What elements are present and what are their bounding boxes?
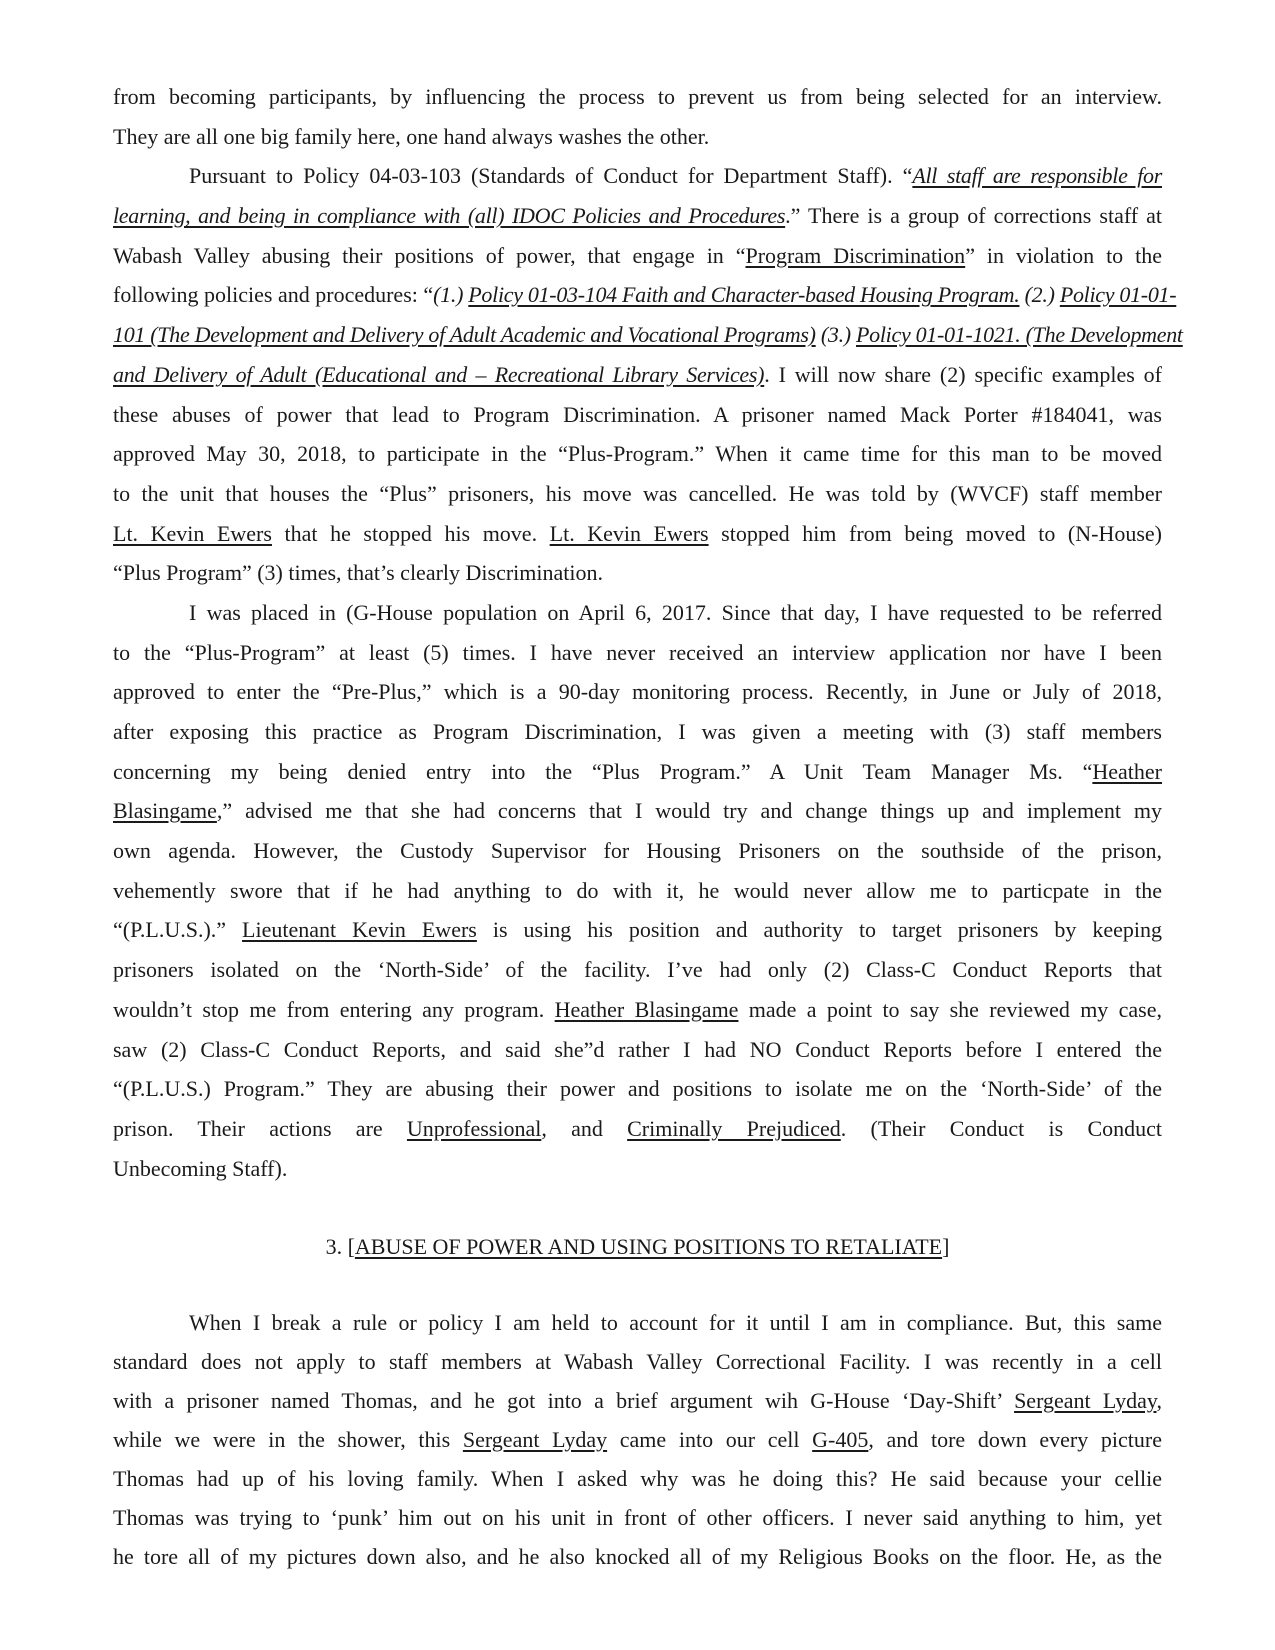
text-segment: Pursuant to Policy 04-03-103 (Standards of Conduct for Department Staff). “	[189, 163, 913, 189]
text-line	[113, 1381, 1162, 1420]
text-segment: They are all one big family here, one hand always washes the other.	[113, 123, 710, 149]
underlined-text: G-405	[812, 1427, 869, 1452]
text-line	[113, 672, 1162, 712]
text-segment: (1.)	[433, 282, 469, 308]
underlined-text: Blasingame	[113, 798, 217, 824]
text-segment: approved to enter the “Pre-Plus,” which is a 90-day monitoring process. Recently, in June or July of 2018,	[113, 679, 1162, 705]
text-segment: these abuses of power that lead to Program Discrimination. A prisoner named Mack Porter #184041, was	[113, 401, 1162, 427]
text-segment: came into our cell	[607, 1427, 813, 1452]
text-line	[113, 117, 1162, 157]
text-segment: (2.)	[1019, 282, 1060, 308]
underlined-text: Policy 01-01-1021. (The Development	[856, 322, 1183, 348]
text-segment: When I break a rule or policy I am held to account for it until I am in compliance. But, this same	[189, 1310, 1162, 1335]
underlined-text: Unprofessional	[406, 1115, 542, 1141]
paragraph	[113, 1303, 1162, 1576]
text-line	[113, 395, 1162, 435]
text-line	[113, 553, 1162, 593]
underlined-text: Policy 01-01-	[1059, 282, 1177, 308]
text-line	[113, 315, 1183, 355]
text-segment: Wabash Valley abusing their positions of power, that engage in “	[113, 242, 746, 268]
text-segment: that he stopped his move.	[271, 520, 550, 546]
paragraph	[113, 593, 1162, 1188]
text-segment: from becoming participants, by influencing the process to prevent us from being selected for an interview.	[113, 84, 1162, 109]
underlined-text: All staff are responsible for	[912, 163, 1163, 189]
text-line	[113, 156, 1162, 196]
text-line	[113, 752, 1162, 792]
text-segment: standard does not apply to staff members at Wabash Valley Correctional Facility. I was recently in a cell	[113, 1349, 1162, 1374]
text-line	[113, 1420, 1162, 1459]
text-segment: (3.)	[815, 322, 857, 348]
underlined-text: Sergeant Lyday	[1014, 1388, 1157, 1413]
text-line	[113, 1030, 1162, 1070]
text-line	[113, 950, 1162, 990]
text-segment: Thomas had up of his loving family. When I asked why was he doing this? He said because your cellie	[113, 1466, 1162, 1491]
paragraph	[113, 156, 1183, 593]
paragraph	[113, 77, 1162, 156]
text-segment: following policies and procedures: “	[113, 282, 434, 308]
underlined-text: Lieutenant Kevin Ewers	[242, 917, 477, 943]
text-line	[113, 77, 1162, 117]
text-segment: vehemently swore that if he had anything to do with it, he would never allow me to particpate in the	[113, 877, 1162, 903]
text-line	[113, 196, 1162, 236]
section-heading	[0, 1227, 1275, 1267]
text-segment: Thomas was trying to ‘punk’ him out on his unit in front of other officers. I never said anything to him, yet	[113, 1505, 1162, 1530]
heading-prefix: 3. [	[325, 1234, 355, 1259]
text-line	[113, 791, 1162, 831]
text-segment: concerning my being denied entry into the “Plus Program.” A Unit Team Manager Ms. “	[113, 758, 1093, 784]
underlined-text: Lt. Kevin Ewers	[113, 520, 272, 546]
text-line	[113, 1069, 1162, 1109]
underlined-text: 101 (The Development and Delivery of Adult Academic and Vocational Programs)	[113, 322, 816, 348]
body-text-section-3	[113, 1303, 1162, 1576]
text-segment: . I will now share (2) specific examples of	[764, 361, 1162, 387]
text-segment: “(P.L.U.S.).”	[113, 917, 243, 943]
text-line	[113, 910, 1162, 950]
text-segment: to the unit that houses the “Plus” prisoners, his move was cancelled. He was told by (WVCF) staff member	[113, 480, 1162, 506]
text-segment: .” There is a group of corrections staff at	[785, 203, 1163, 229]
underlined-text: Heather	[1092, 758, 1162, 784]
text-line	[113, 355, 1162, 395]
text-segment: saw (2) Class-C Conduct Reports, and said she”d rather I had NO Conduct Reports before I entered the	[113, 1036, 1162, 1062]
text-line	[113, 514, 1162, 554]
text-line	[113, 1498, 1162, 1537]
text-segment: approved May 30, 2018, to participate in the “Plus-Program.” When it came time for this man to be moved	[113, 441, 1162, 467]
underlined-text: Policy 01-03-104 Faith and Character-based Housing Program.	[468, 282, 1020, 308]
text-segment: with a prisoner named Thomas, and he got into a brief argument wih G-House ‘Day-Shift’	[113, 1388, 1015, 1413]
heading-title: ABUSE OF POWER AND USING POSITIONS TO RETALIATE	[354, 1234, 943, 1259]
text-segment: “(P.L.U.S.) Program.” They are abusing their power and positions to isolate me on the ‘North-Side’ of the	[113, 1076, 1162, 1102]
text-segment: own agenda. However, the Custody Supervisor for Housing Prisoners on the southside of the prison,	[113, 838, 1162, 864]
text-segment: “Plus Program” (3) times, that’s clearly Discrimination.	[113, 560, 604, 586]
text-line	[113, 1459, 1162, 1498]
text-segment: Unbecoming Staff).	[113, 1155, 288, 1181]
text-line	[113, 831, 1162, 871]
underlined-text: Program Discrimination	[745, 242, 966, 268]
heading-suffix: ]	[942, 1234, 950, 1259]
text-segment: I was placed in (G-House population on April 6, 2017. Since that day, I have requested to be referred	[189, 599, 1162, 625]
underlined-text: Heather Blasingame	[554, 996, 739, 1022]
underlined-text: and Delivery of Adult (Educational and – Recreational Library Services)	[113, 361, 765, 387]
body-text-sections-1-2	[113, 77, 1183, 1188]
text-line	[113, 990, 1162, 1030]
underlined-text: Criminally Prejudiced	[627, 1115, 841, 1141]
text-line	[113, 712, 1162, 752]
text-segment: prison. Their actions are	[113, 1115, 407, 1141]
text-segment: , and	[541, 1115, 628, 1141]
text-line	[113, 1109, 1162, 1149]
underlined-text: Sergeant Lyday	[462, 1427, 608, 1452]
text-segment: , and tore down every picture	[868, 1427, 1162, 1452]
text-line	[113, 474, 1162, 514]
text-segment: ” in violation to the	[965, 242, 1162, 268]
underlined-text: Lt. Kevin Ewers	[549, 520, 709, 546]
text-segment: wouldn’t stop me from entering any program.	[113, 996, 555, 1022]
text-segment: is using his position and authority to target prisoners by keeping	[476, 917, 1163, 943]
text-line	[113, 1537, 1162, 1576]
text-segment: after exposing this practice as Program Discrimination, I was given a meeting with (3) staff members	[113, 719, 1162, 744]
text-segment: prisoners isolated on the ‘North-Side’ of the facility. I’ve had only (2) Class-C Conduct Reports that	[113, 957, 1162, 983]
text-line	[113, 1303, 1162, 1342]
text-line	[113, 593, 1162, 633]
text-line	[113, 1342, 1162, 1381]
text-line	[113, 1149, 1162, 1189]
text-line	[113, 633, 1162, 673]
text-segment: ,	[1156, 1388, 1162, 1413]
text-line	[113, 871, 1162, 911]
text-segment: ,” advised me that she had concerns that I would try and change things up and implement my	[216, 798, 1162, 824]
text-segment: while we were in the shower, this	[113, 1427, 463, 1452]
text-segment: he tore all of my pictures down also, and he also knocked all of my Religious Books on the floor. He, as the	[113, 1544, 1162, 1569]
text-segment: stopped him from being moved to (N-House)	[708, 520, 1163, 546]
text-segment: made a point to say she reviewed my case,	[738, 996, 1162, 1022]
text-line	[113, 434, 1162, 474]
text-line	[113, 236, 1162, 276]
text-line	[113, 275, 1177, 315]
underlined-text: learning, and being in compliance with (all) IDOC Policies and Procedures	[113, 203, 786, 229]
text-segment: . (Their Conduct is Conduct	[840, 1115, 1163, 1141]
text-segment: to the “Plus-Program” at least (5) times. I have never received an interview application nor have I been	[113, 639, 1162, 665]
